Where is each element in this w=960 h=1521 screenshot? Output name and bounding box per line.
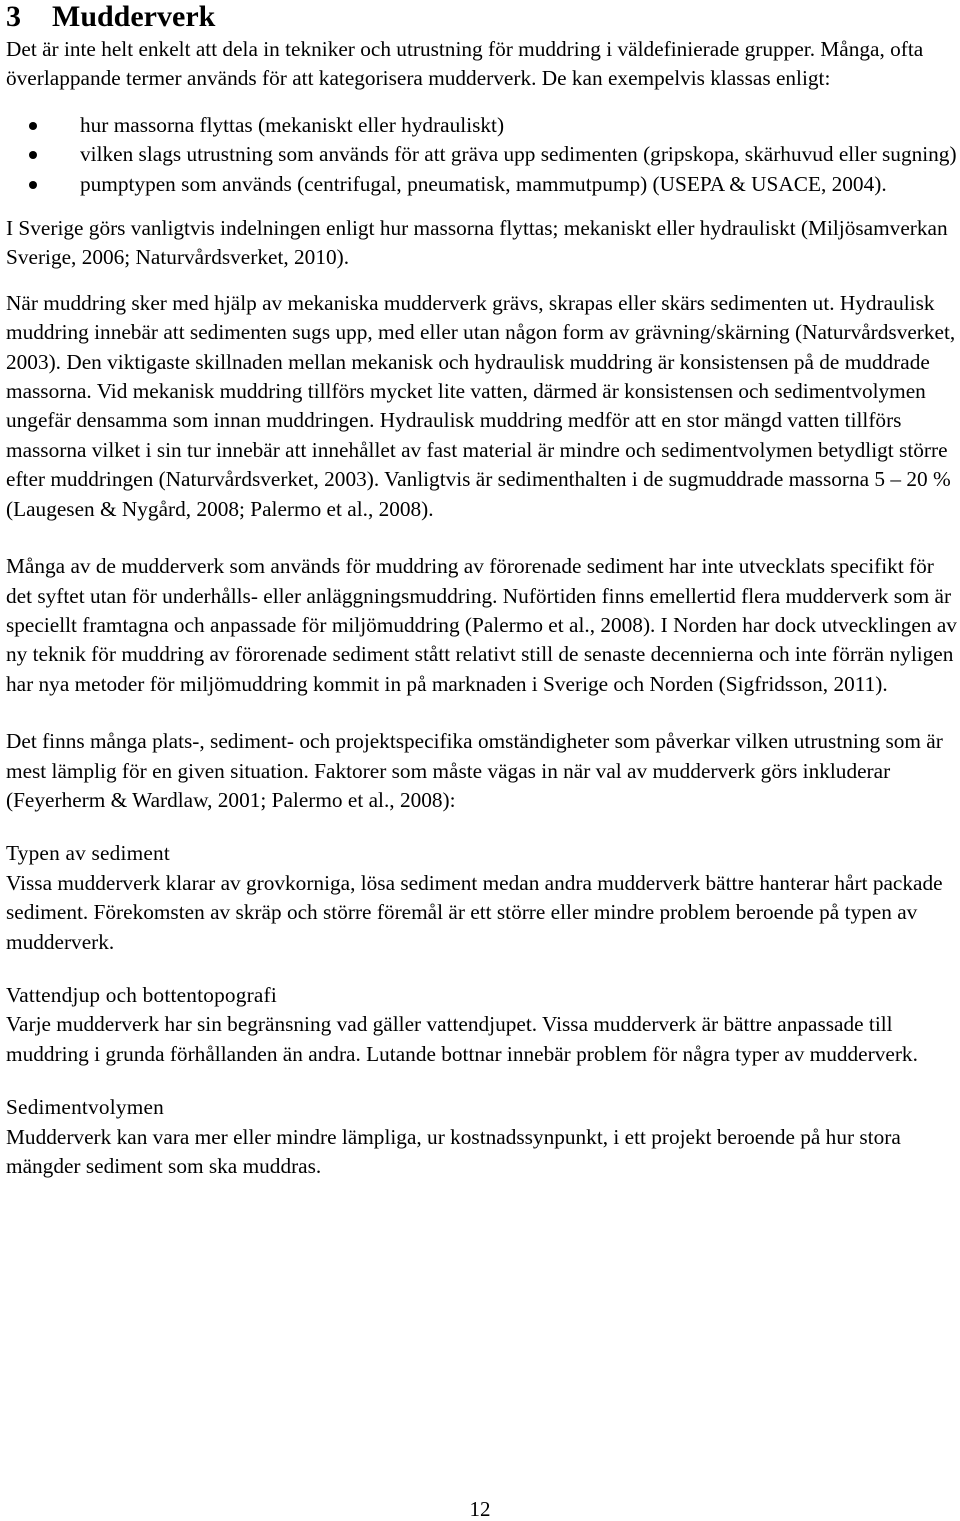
factor-heading: Sedimentvolymen	[6, 1095, 164, 1120]
list-item-text: vilken slags utrustning som används för att gräva upp sedimenten (gripskopa, skärhuvud eller sugning)	[80, 142, 957, 167]
list-item	[6, 170, 958, 199]
factor-heading: Vattendjup och bottentopografi	[6, 982, 277, 1007]
bullet-icon	[29, 181, 37, 189]
list-item	[6, 111, 958, 140]
list-item-text: pumptypen som används (centrifugal, pneumatisk, mammutpump) (USEPA & USACE, 2004).	[80, 171, 887, 196]
intro-paragraph: Det är inte helt enkelt att dela in tekniker och utrustning för muddring i väldefinierade grupper. Många, ofta överlappande termer används för att kategorisera mudderverk. De kan exempelvis klassas enligt:	[6, 37, 924, 91]
body-paragraph: I Sverige görs vanligtvis indelningen enligt hur massorna flyttas; mekaniskt eller hydrauliskt (Miljösamverkan Sverige, 2006; Naturvårdsverket, 2010).	[6, 216, 948, 270]
factor-block	[6, 1093, 958, 1181]
factor-text: Vissa mudderverk klarar av grovkorniga, lösa sediment medan andra mudderverk bättre hanterar hårt packade sediment. Förekomsten av skräp och större föremål är ett större eller mindre problem beroende på typen av mudderverk.	[6, 870, 943, 954]
body-paragraph: Det finns många plats-, sediment- och projektspecifika omständigheter som påverkar vilken utrustning som är mest lämplig för en given situation. Faktorer som måste vägas in när val av mudderverk görs inkluderar (Feyerherm & Wardlaw, 2001; Palermo et al., 2008):	[6, 729, 943, 812]
factor-heading: Typen av sediment	[6, 841, 170, 866]
bullet-icon	[29, 122, 37, 130]
bullet-icon	[29, 151, 37, 159]
factor-text: Mudderverk kan vara mer eller mindre lämpliga, ur kostnadssynpunkt, i ett projekt beroende på hur stora mängder sediment som ska muddras.	[6, 1124, 901, 1178]
factor-block	[6, 839, 958, 957]
factor-text: Varje mudderverk har sin begränsning vad gäller vattendjupet. Vissa mudderverk är bättre anpassade till muddring i grunda förhållanden än andra. Lutande bottnar innebär problem för några typer av mudderverk.	[6, 1012, 918, 1066]
classification-list	[6, 111, 958, 199]
section-heading	[6, 0, 958, 34]
section-title: Mudderverk	[52, 0, 216, 33]
body-paragraph: När muddring sker med hjälp av mekaniska mudderverk grävs, skrapas eller skärs sedimenten ut. Hydraulisk muddring innebär att sedimenten sugs upp, med eller utan någon form av grävning/skärning (Naturvårdsverket, 2003). Den viktigaste skillnaden mellan mekanisk och hydraulisk muddring är konsistensen på de muddrade massorna. Vid mekanisk muddring tillförs mycket lite vatten, därmed är konsistensen och sedimentvolymen ungefär densamma som innan muddringen. Hydraulisk muddring medför att en stor mängd vatten tillförs massorna vilket i sin tur innebär att innehållet av fast material är mindre och sedimentvolymen betydligt större efter muddringen (Naturvårdsverket, 2003). Vanligtvis är sedimenthalten i de sugmuddrade massorna 5 – 20 % (Laugesen & Nygård, 2008; Palermo et al., 2008).	[6, 290, 956, 521]
list-item-text: hur massorna flyttas (mekaniskt eller hydrauliskt)	[80, 112, 505, 137]
section-number: 3	[6, 0, 21, 33]
document-page	[6, 0, 958, 1181]
body-paragraph: Många av de mudderverk som används för muddring av förorenade sediment har inte utvecklats specifikt för det syftet utan för underhålls- eller anläggningsmuddring. Nuförtiden finns emellertid flera mudderverk som är speciellt framtagna och anpassade för miljömuddring (Palermo et al., 2008). I Norden har dock utvecklingen av ny teknik för muddring av förorenade sediment stått relativt still de senaste decennierna och inte förrän nyligen har nya metoder för miljömuddring kommit in på marknaden i Sverige och Norden (Sigfridsson, 2011).	[6, 554, 957, 696]
factor-block	[6, 981, 958, 1069]
page-number: 12	[469, 1497, 491, 1521]
list-item	[6, 140, 958, 169]
